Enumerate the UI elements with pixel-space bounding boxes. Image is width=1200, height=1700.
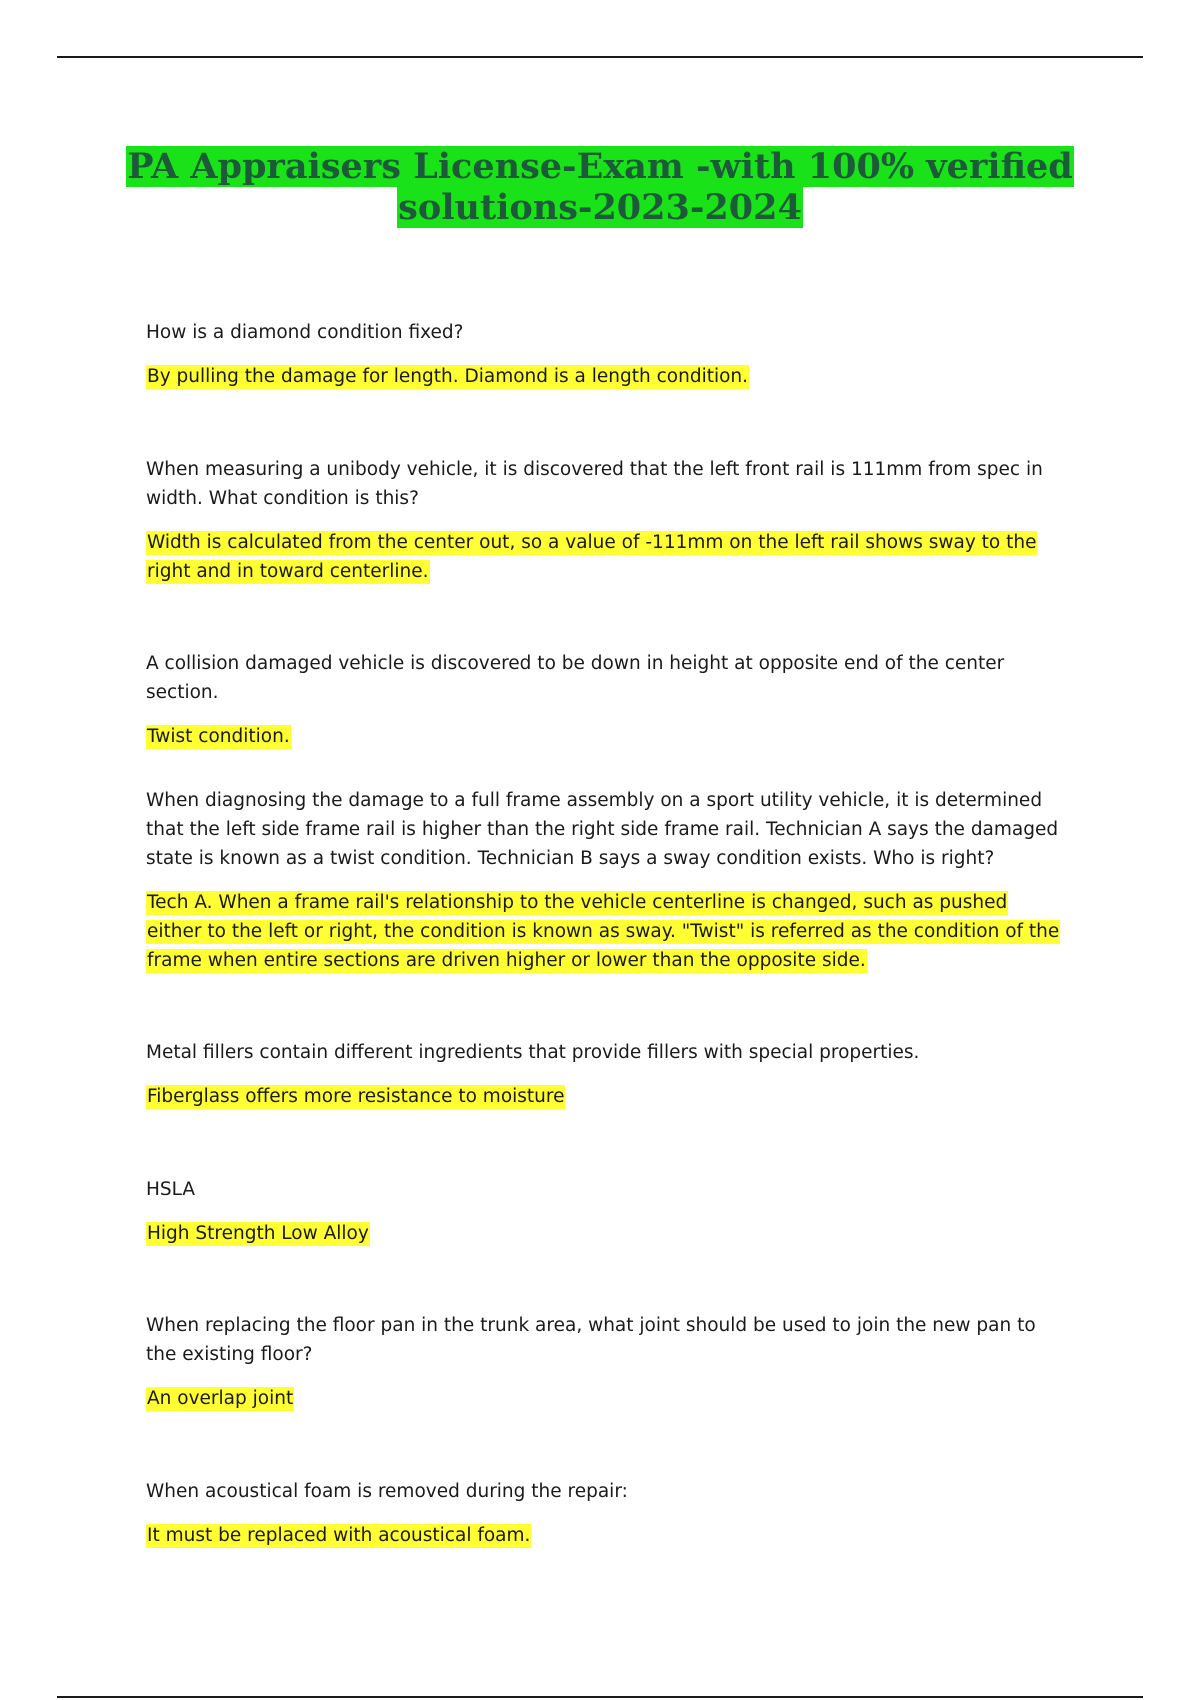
question-text: When acoustical foam is removed during the repair: <box>146 1481 628 1502</box>
bottom-rule <box>57 1696 1143 1698</box>
qa-item-3 <box>146 649 1066 751</box>
answer-text: High Strength Low Alloy <box>147 1223 369 1244</box>
question-text: HSLA <box>146 1179 196 1200</box>
qa-item-5 <box>146 1038 1066 1111</box>
document-title <box>100 146 1100 228</box>
answer-text: Fiberglass offers more resistance to moisture <box>147 1086 565 1107</box>
qa-item-8 <box>146 1477 1066 1550</box>
answer-text: It must be replaced with acoustical foam. <box>147 1525 531 1546</box>
answer-text: Twist condition. <box>147 726 290 747</box>
top-rule <box>57 56 1143 58</box>
question-text: A collision damaged vehicle is discovered to be down in height at opposite end of the center section. <box>146 653 1005 703</box>
title-line-1: PA Appraisers License-Exam -with 100% verified <box>127 146 1073 187</box>
qa-item-1 <box>146 318 1066 391</box>
question-text: When diagnosing the damage to a full frame assembly on a sport utility vehicle, it is determined that the left side frame rail is higher than the right side frame rail. Technician A says the damaged state is known as a twist condition. Technician B says a sway condition exists. Who is right? <box>146 790 1059 869</box>
question-text: When replacing the floor pan in the trunk area, what joint should be used to join the new pan to the existing floor? <box>146 1315 1036 1365</box>
question-text: When measuring a unibody vehicle, it is discovered that the left front rail is 111mm from spec in width. What condition is this? <box>146 459 1043 509</box>
question-text: How is a diamond condition fixed? <box>146 322 464 343</box>
answer-text: By pulling the damage for length. Diamond is a length condition. <box>147 366 749 387</box>
qa-item-2 <box>146 455 1066 586</box>
answer-text: Width is calculated from the center out, so a value of -111mm on the left rail shows sway to the right and in toward centerline. <box>147 532 1037 582</box>
title-line-2: solutions-2023-2024 <box>398 187 802 228</box>
qa-item-4 <box>146 786 1066 975</box>
qa-item-6 <box>146 1175 1066 1248</box>
qa-item-7 <box>146 1311 1066 1413</box>
answer-text: An overlap joint <box>147 1388 294 1409</box>
answer-text: Tech A. When a frame rail's relationship to the vehicle centerline is changed, such as pushed either to the left or right, the condition is known as sway. "Twist" is referred as the condition of the frame when entire sections are driven higher or lower than the opposite side. <box>147 892 1060 971</box>
question-text: Metal fillers contain different ingredients that provide fillers with special properties. <box>146 1042 920 1063</box>
